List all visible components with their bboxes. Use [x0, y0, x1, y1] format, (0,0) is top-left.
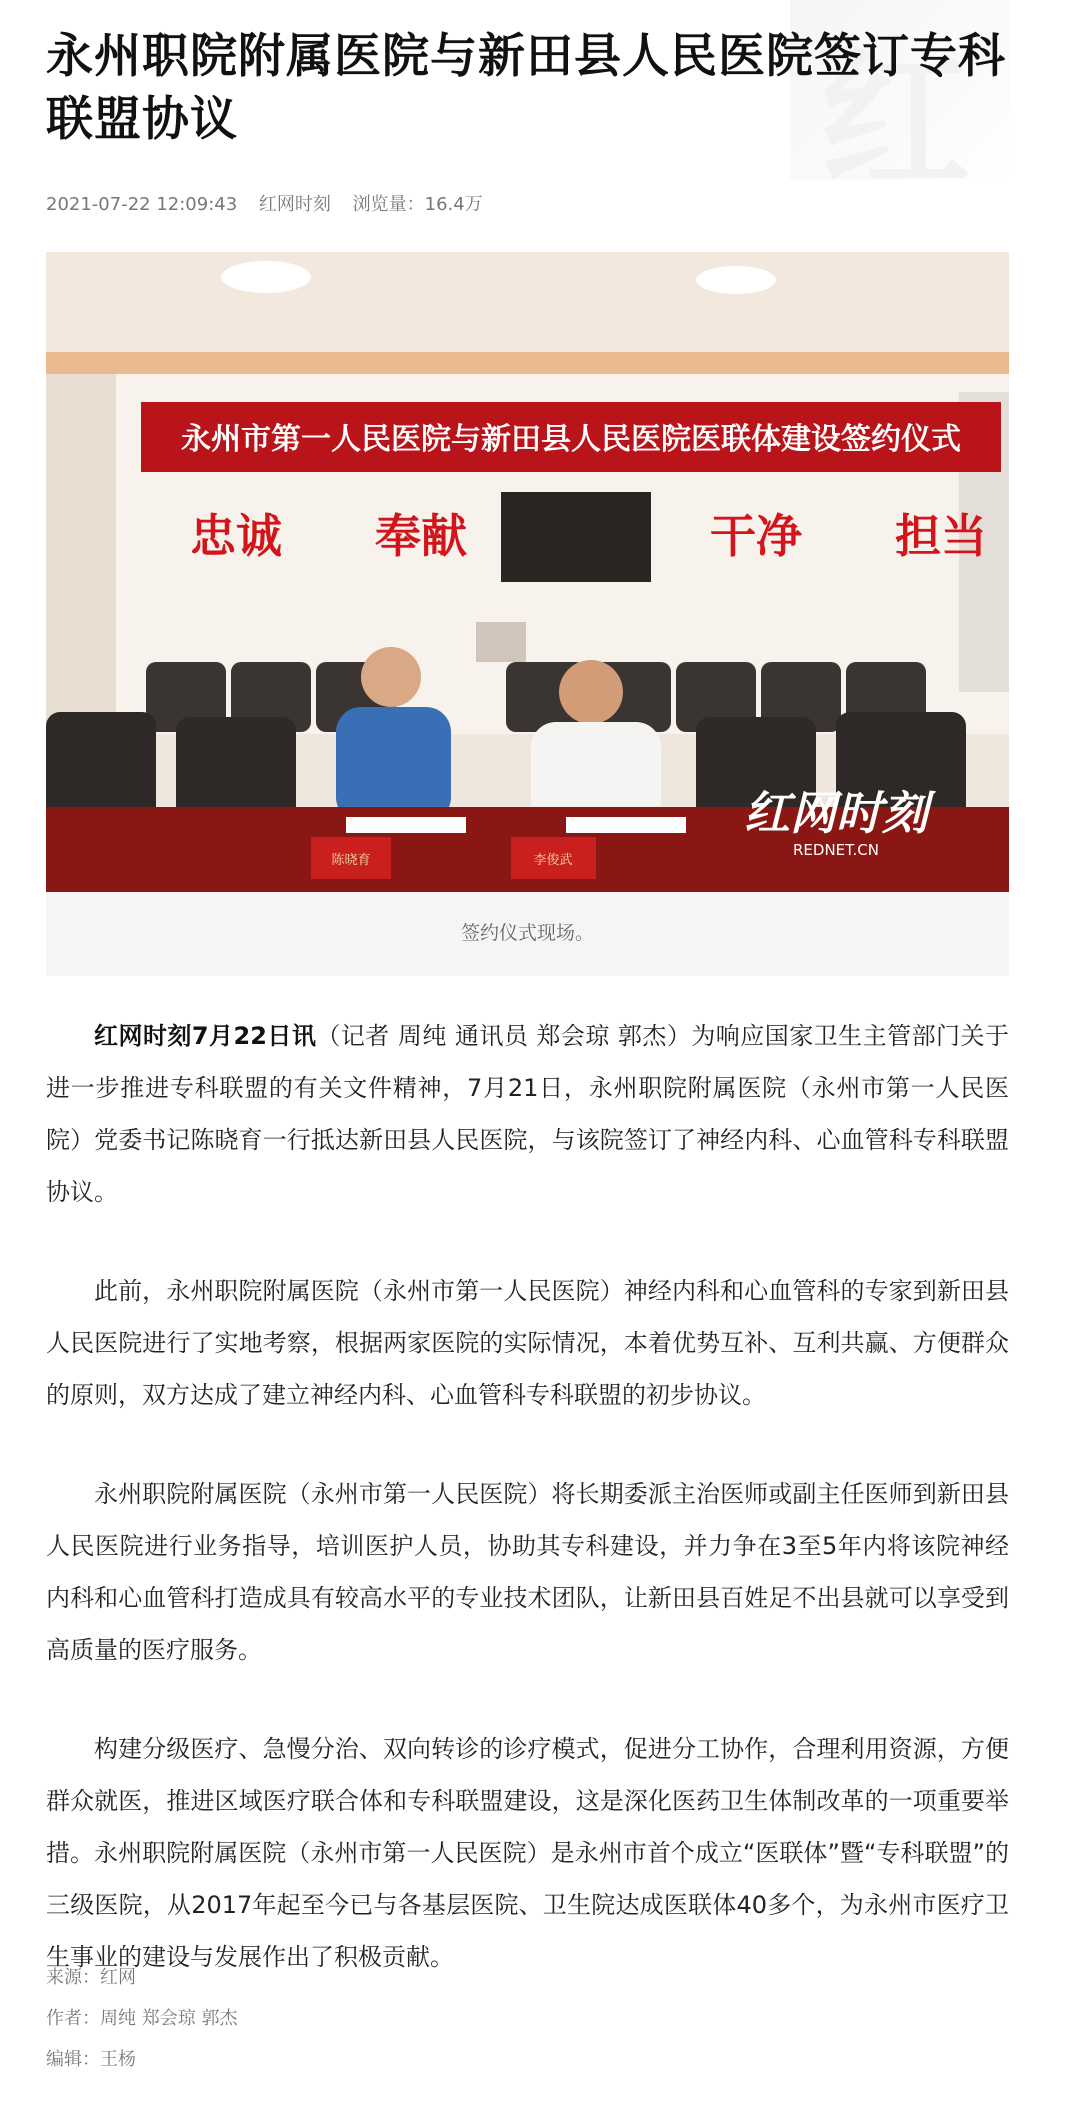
slogan-2: 奉献: [375, 509, 467, 563]
ceiling-light: [221, 261, 311, 293]
ceiling-light: [696, 266, 776, 294]
nameplate-left-text: 陈晓育: [331, 853, 371, 868]
paragraph-1-text: （记者 周纯 通讯员 郑会琼 郭杰）为响应国家卫生主管部门关于进一步推进专科联盟的有关文件精神，7月21日，永州职院附属医院（永州市第一人民医院）党委书记陈晓育一行抵达新田县人民医院，与该院签订了神经内科、心血管科专科联盟协议。: [46, 1022, 1009, 1206]
figure: [46, 252, 1009, 976]
slogan-4: 担当: [895, 509, 987, 563]
article-meta: [46, 190, 499, 216]
footer-author: 作者：周纯 郑会琼 郭杰: [46, 2008, 238, 2029]
view-count: [353, 194, 483, 215]
nameplate-right-text: 李俊武: [533, 853, 573, 868]
rednet-logo-subtext: REDNET.CN: [793, 841, 879, 859]
tv-screen: [501, 492, 651, 582]
photo-caption: 签约仪式现场。: [460, 922, 594, 944]
documents-left: [346, 817, 466, 833]
slogan-1: 忠诚: [190, 509, 282, 563]
watermark-logo: 红: [790, 0, 1010, 180]
dateline: 红网时刻7月22日讯: [94, 1022, 317, 1050]
article-title: 永州职院附属医院与新田县人民医院签订专科联盟协议: [46, 29, 1006, 147]
paragraph-1: [46, 1010, 1009, 1218]
paragraph-2: 此前，永州职院附属医院（永州市第一人民医院）神经内科和心血管科的专家到新田县人民医院进行了实地考察，根据两家医院的实际情况，本着优势互补、互利共赢、方便群众的原则，双方达成了建立神经内科、心血管科专科联盟的初步协议。: [46, 1277, 1009, 1409]
source-link[interactable]: 红网时刻: [258, 194, 331, 215]
view-count-value: 16.4万: [424, 194, 483, 215]
paragraph-3: 永州职院附属医院（永州市第一人民医院）将长期委派主治医师或副主任医师到新田县人民医院进行业务指导，培训医护人员，协助其专科建设，并力争在3至5年内将该院神经内科和心血管科打造成具有较高水平的专业技术团队，让新田县百姓足不出县就可以享受到高质量的医疗服务。: [46, 1480, 1009, 1664]
documents-right: [566, 817, 686, 833]
publish-datetime: 2021-07-22 12:09:43: [46, 194, 238, 215]
slogan-3: 干净: [710, 509, 802, 563]
article-footer: [46, 1957, 237, 2080]
rednet-logo: 红网时刻: [744, 786, 928, 840]
ceiling: [46, 252, 1009, 362]
footer-editor: 编辑：王杨: [46, 2049, 136, 2070]
article-body: [46, 1010, 1009, 2030]
paragraph-4: 构建分级医疗、急慢分治、双向转诊的诊疗模式，促进分工协作，合理利用资源，方便群众就医，推进区域医疗联合体和专科联盟建设，这是深化医药卫生体制改革的一项重要举措。永州职院附属医院（永州市第一人民医院）是永州市首个成立“医联体”暨“专科联盟”的三级医院，从2017年起至今已与各基层医院、卫生院达成医联体40多个，为永州市医疗卫生事业的建设与发展作出了积极贡献。: [46, 1735, 1009, 1971]
speaker: [476, 622, 526, 662]
view-count-label: 浏览量：: [352, 194, 425, 215]
side-wall: [46, 374, 116, 734]
signing-ceremony-photo[interactable]: [46, 252, 1009, 892]
footer-source: 来源：红网: [46, 1967, 136, 1988]
ceiling-trim: [46, 352, 1009, 374]
photo-illustration: [46, 252, 1009, 892]
banner-text: 永州市第一人民医院与新田县人民医院医联体建设签约仪式: [181, 422, 961, 457]
